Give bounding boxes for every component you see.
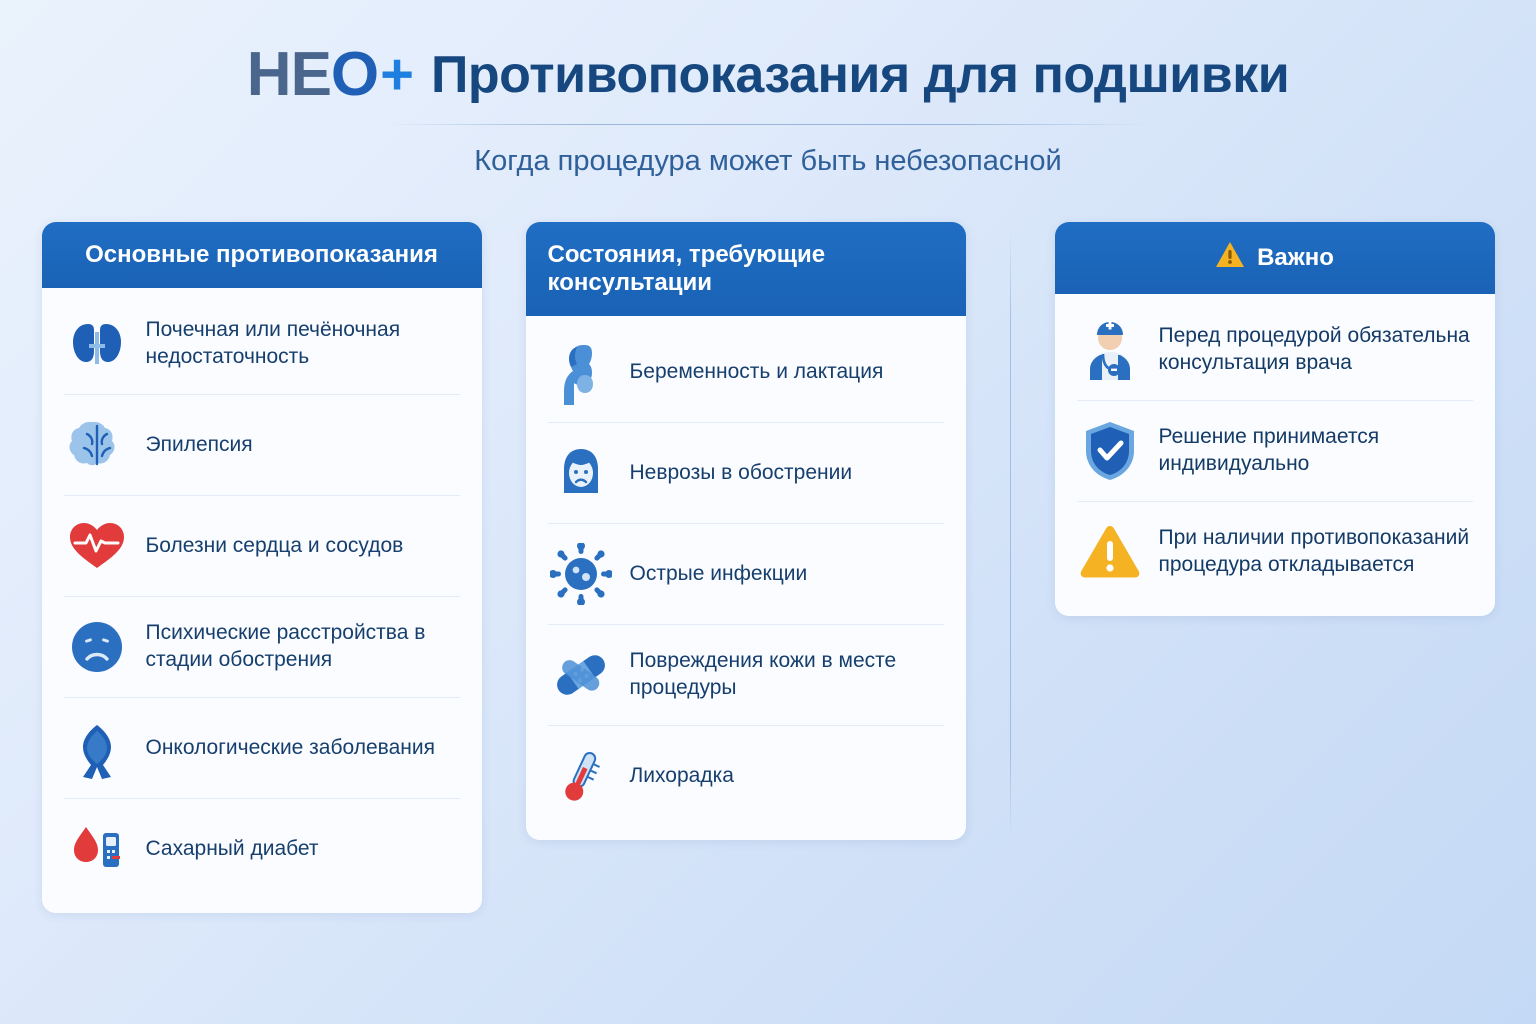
list-item — [548, 524, 944, 625]
list-item-label: Онкологические заболевания — [145, 735, 435, 759]
card-body-important — [1055, 294, 1495, 616]
list-item — [548, 322, 944, 423]
shield-check-icon — [1077, 418, 1143, 484]
list-item-label: Психические расстройства в стадии обострения — [145, 621, 426, 671]
list-item — [64, 597, 460, 698]
list-item-label: Болезни сердца и сосудов — [145, 533, 404, 557]
bandage-icon — [548, 642, 614, 708]
list-item-label: Неврозы в обострении — [629, 460, 853, 484]
pregnant-woman-icon — [548, 339, 614, 405]
logo-plus-icon: + — [380, 42, 414, 107]
logo-letter-n: Н — [246, 40, 291, 109]
sad-face-icon — [64, 614, 130, 680]
column-divider — [1010, 230, 1011, 840]
list-item-label: Беременность и лактация — [629, 359, 884, 383]
card-body-main — [42, 288, 482, 913]
card-header-important — [1055, 222, 1495, 294]
list-item-label: Перед процедурой обязательна консультация врача — [1158, 324, 1470, 374]
list-item-label: Лихорадка — [629, 763, 734, 787]
heart-pulse-icon — [64, 513, 130, 579]
card-header-consultation — [526, 222, 966, 316]
list-item-label: Острые инфекции — [629, 561, 808, 585]
warning-triangle-icon — [1077, 519, 1143, 585]
awareness-ribbon-icon — [64, 715, 130, 781]
sad-woman-icon — [548, 440, 614, 506]
logo-letter-o: O — [330, 40, 379, 109]
list-item — [64, 395, 460, 496]
list-item — [64, 799, 460, 899]
list-item-label: Решение принимается индивидуально — [1158, 425, 1380, 475]
logo-letter-e: E — [290, 40, 331, 109]
list-item-label: Сахарный диабет — [145, 836, 319, 860]
list-item — [548, 625, 944, 726]
list-item — [64, 294, 460, 395]
virus-icon — [548, 541, 614, 607]
page-subtitle: Когда процедура может быть небезопасной — [474, 145, 1062, 177]
blood-drop-glucometer-icon — [64, 816, 130, 882]
card-header-consultation-label: Состояния, требующие консультации — [547, 241, 826, 296]
page-header — [0, 0, 1536, 178]
list-item-label: Повреждения кожи в месте процедуры — [629, 649, 897, 699]
brand-logo — [246, 40, 414, 109]
card-consultation-conditions — [526, 222, 966, 840]
list-item — [548, 726, 944, 826]
card-header-important-label: Важно — [1257, 244, 1334, 271]
list-item — [64, 698, 460, 799]
brain-icon — [64, 412, 130, 478]
column-two-wrapper — [526, 222, 1011, 840]
card-main-contraindications — [42, 222, 482, 913]
list-item-label: Эпилепсия — [145, 432, 253, 456]
list-item-label: При наличии противопоказаний процедура откладывается — [1158, 526, 1470, 576]
title-row — [0, 40, 1536, 109]
card-header-main — [42, 222, 482, 288]
list-item-label: Почечная или печёночная недостаточность — [145, 318, 401, 368]
kidneys-icon — [64, 311, 130, 377]
thermometer-icon — [548, 743, 614, 809]
columns-container — [0, 222, 1536, 913]
card-body-consultation — [526, 316, 966, 840]
header-divider — [388, 124, 1148, 125]
list-item — [1077, 401, 1473, 502]
card-important — [1055, 222, 1495, 616]
list-item — [548, 423, 944, 524]
page-title: Противопоказания для подшивки — [431, 46, 1290, 104]
list-item — [64, 496, 460, 597]
card-header-main-label: Основные противопоказания — [85, 241, 438, 268]
list-item — [1077, 300, 1473, 401]
doctor-icon — [1077, 317, 1143, 383]
warning-triangle-icon — [1215, 241, 1245, 275]
list-item — [1077, 502, 1473, 602]
